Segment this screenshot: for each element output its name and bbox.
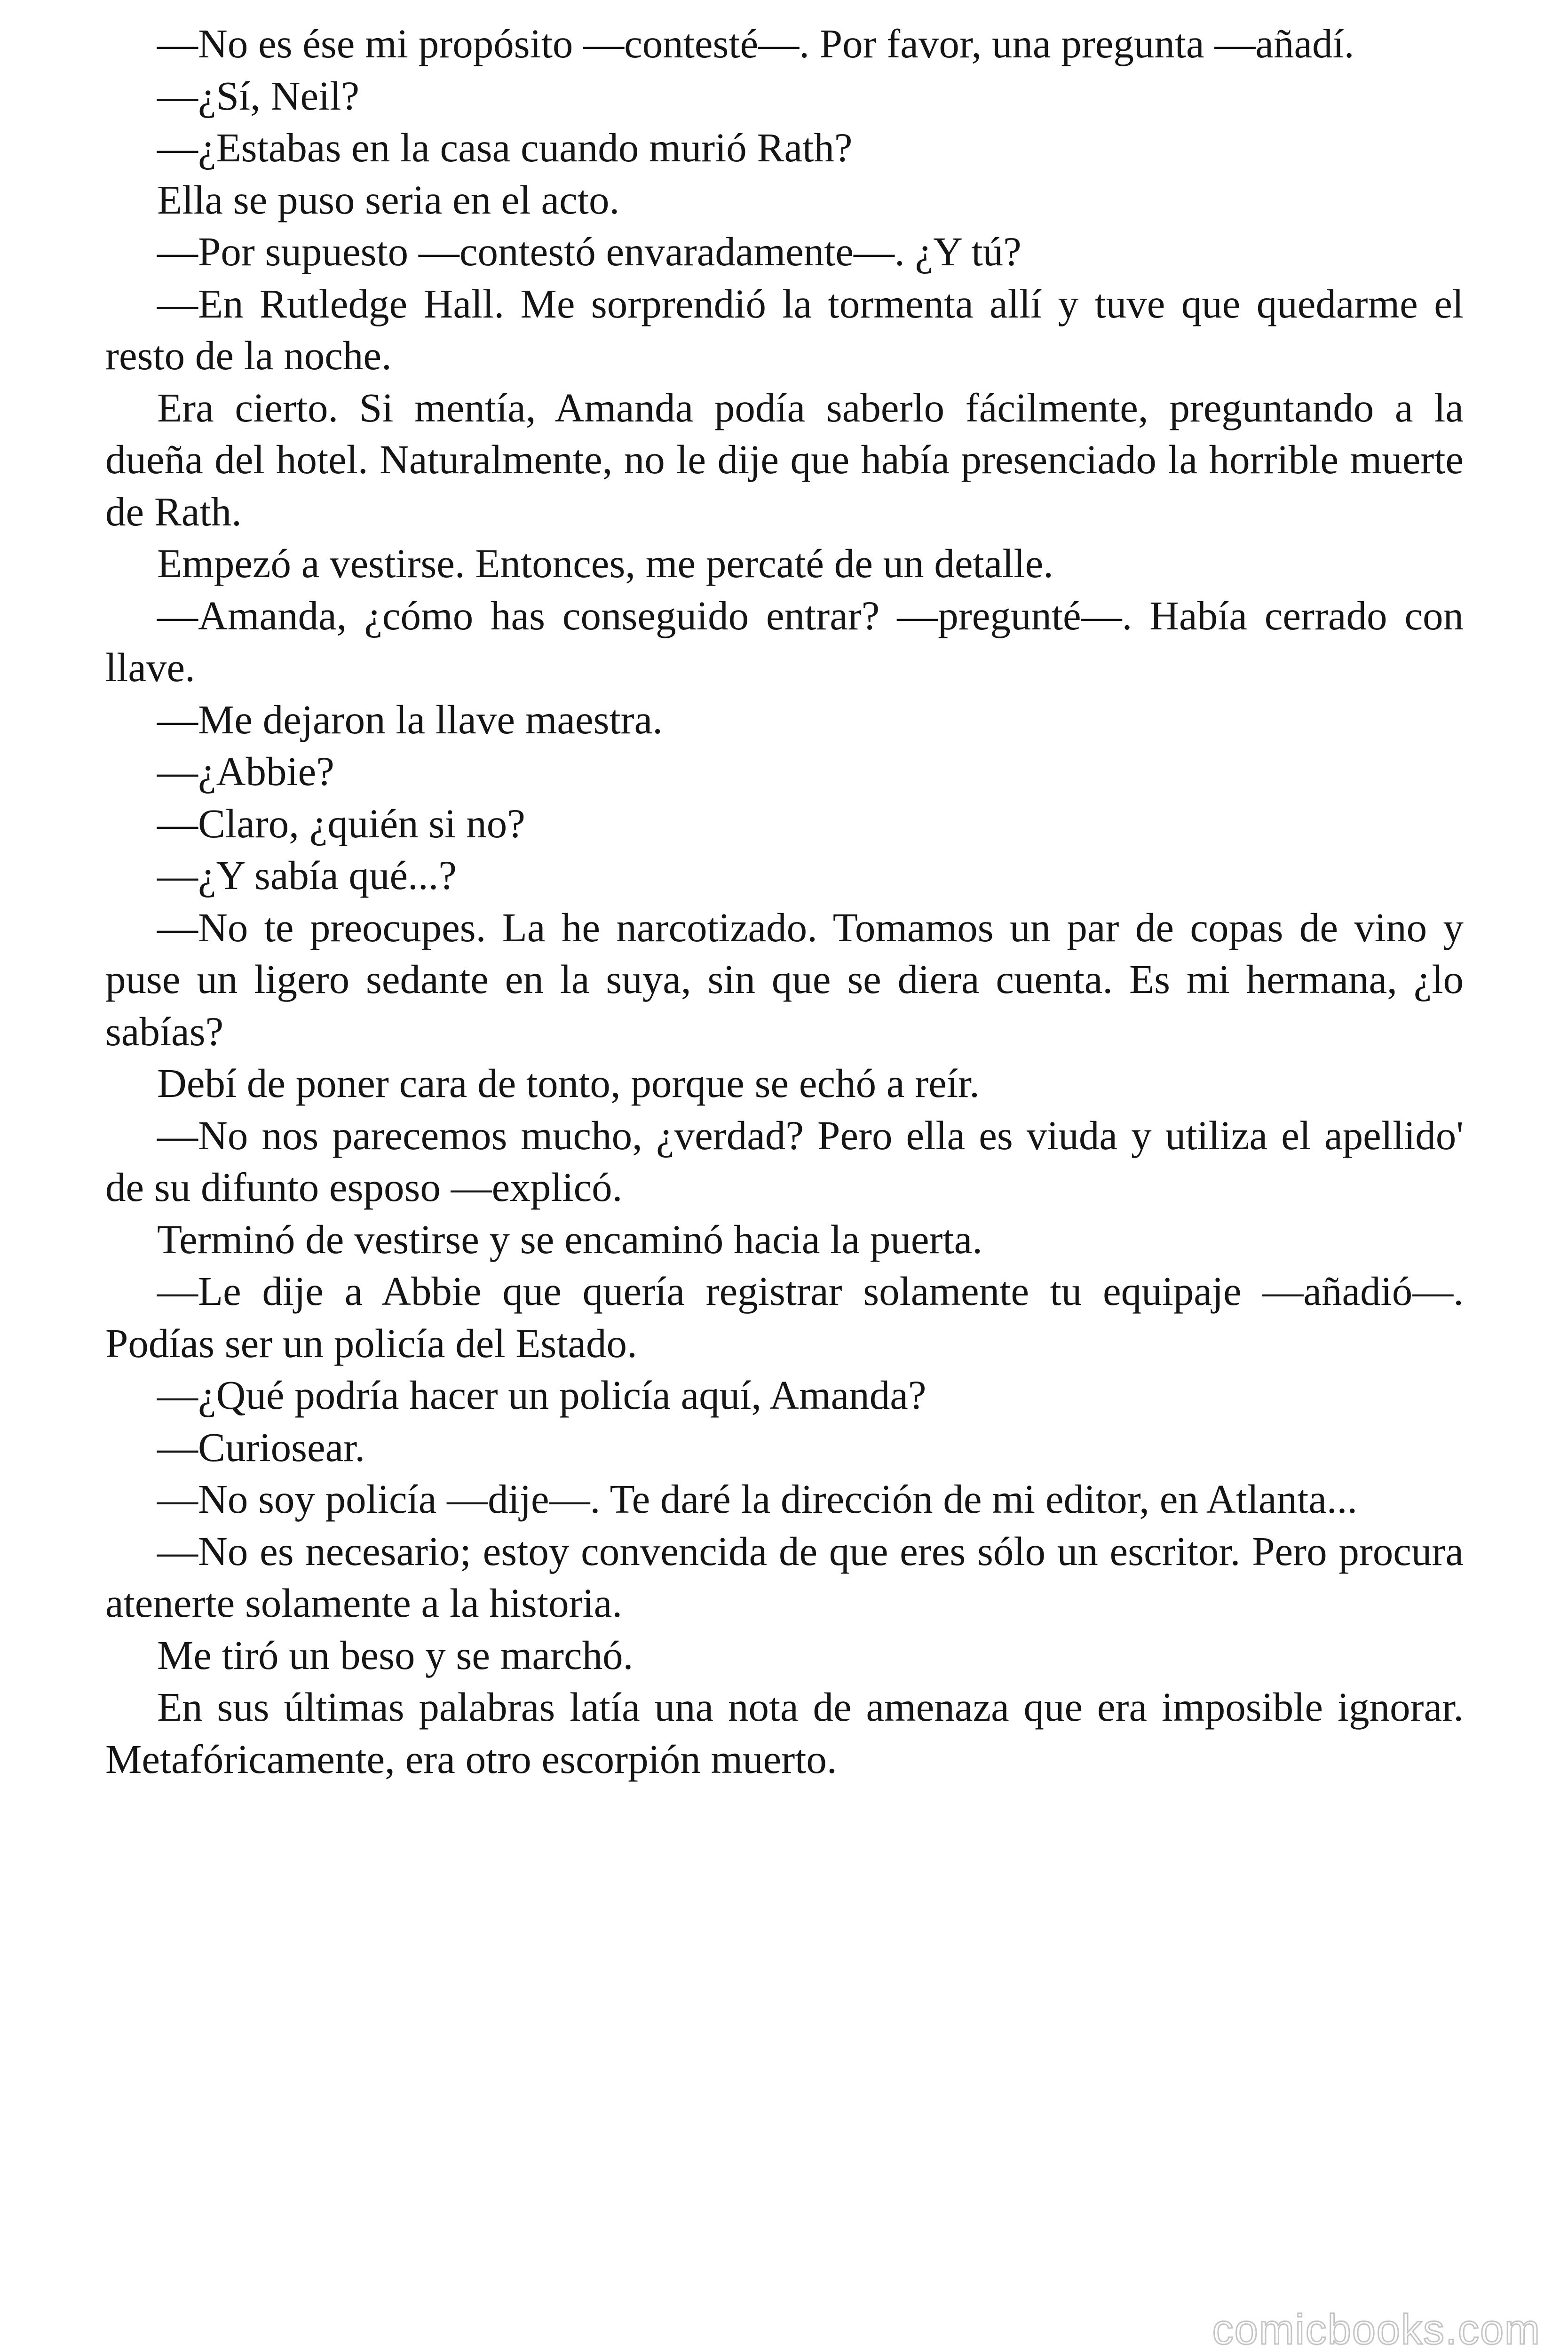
- paragraph-10: —Me dejaron la llave maestra.: [157, 696, 663, 742]
- paragraph-2: —¿Sí, Neil?: [157, 72, 360, 119]
- paragraph-8: Empezó a vestirse. Entonces, me percaté de un detalle.: [157, 540, 1053, 586]
- paragraph-4: Ella se puso seria en el acto.: [157, 176, 620, 222]
- paragraph-1: —No es ése mi propósito —contesté—. Por favor, una pregunta —añadí.: [157, 21, 1354, 66]
- paragraph-22: —No es necesario; estoy convencida de que eres sólo un escritor. Pero procura atenerte solamente a la historia.: [105, 1528, 1464, 1626]
- paragraph-21: —No soy policía —dije—. Te daré la dirección de mi editor, en Atlanta...: [157, 1476, 1358, 1522]
- paragraph-14: —No te preocupes. La he narcotizado. Tomamos un par de copas de vino y puse un ligero sedante en la suya, sin que se diera cuenta. Es mi hermana, ¿lo sabías?: [105, 904, 1464, 1054]
- paragraph-20: —Curiosear.: [157, 1424, 365, 1470]
- paragraph-3: —¿Estabas en la casa cuando murió Rath?: [157, 125, 853, 170]
- paragraph-17: Terminó de vestirse y se encaminó hacia la puerta.: [157, 1216, 982, 1262]
- page-body: [105, 18, 1464, 1785]
- paragraph-6: —En Rutledge Hall. Me sorprendió la tormenta allí y tuve que quedarme el resto de la noche.: [105, 280, 1464, 378]
- watermark: comicbooks.com: [1212, 2306, 1541, 2352]
- paragraph-7: Era cierto. Si mentía, Amanda podía saberlo fácilmente, preguntando a la dueña del hotel. Naturalmente, no le dije que había presenciado la horrible muerte de Rath.: [105, 384, 1464, 534]
- paragraph-11: —¿Abbie?: [157, 748, 334, 794]
- paragraph-18: —Le dije a Abbie que quería registrar solamente tu equipaje —añadió—. Podías ser un policía del Estado.: [105, 1268, 1464, 1366]
- paragraph-12: —Claro, ¿quién si no?: [157, 800, 525, 846]
- paragraph-15: Debí de poner cara de tonto, porque se echó a reír.: [157, 1060, 980, 1106]
- paragraph-23: Me tiró un beso y se marchó.: [157, 1632, 634, 1678]
- paragraph-9: —Amanda, ¿cómo has conseguido entrar? —pregunté—. Había cerrado con llave.: [105, 592, 1464, 690]
- paragraph-13: —¿Y sabía qué...?: [157, 852, 457, 898]
- paragraph-19: —¿Qué podría hacer un policía aquí, Amanda?: [157, 1372, 927, 1418]
- paragraph-24: En sus últimas palabras latía una nota de amenaza que era imposible ignorar. Metafóricamente, era otro escorpión muerto.: [105, 1684, 1464, 1782]
- paragraph-16: —No nos parecemos mucho, ¿verdad? Pero ella es viuda y utiliza el apellido' de su difunto esposo —explicó.: [105, 1112, 1464, 1210]
- paragraph-5: —Por supuesto —contestó envaradamente—. ¿Y tú?: [157, 229, 1022, 274]
